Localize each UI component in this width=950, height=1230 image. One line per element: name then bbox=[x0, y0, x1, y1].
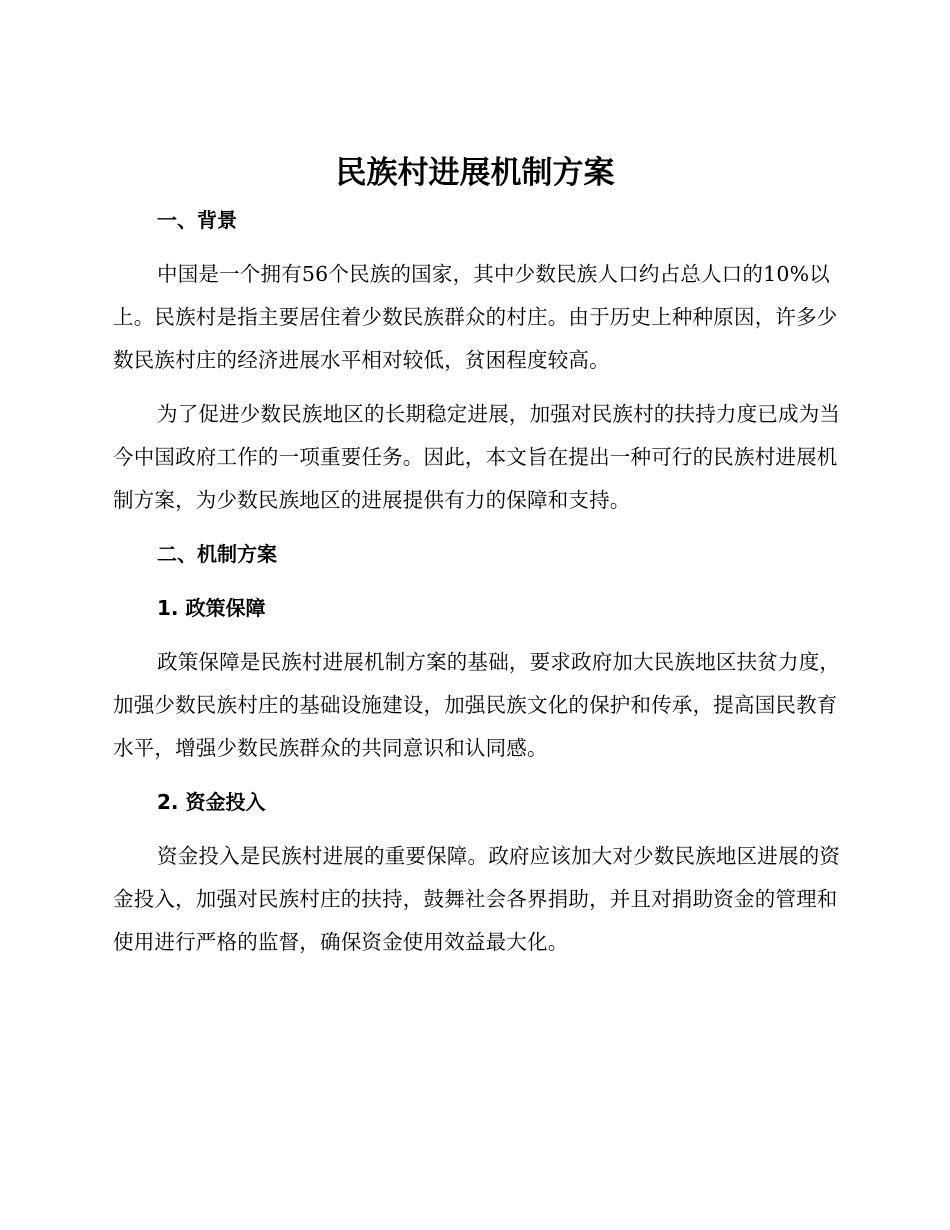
section-heading-mechanism: 二、机制方案 bbox=[157, 542, 277, 566]
funding-paragraph: 资金投入是民族村进展的重要保障。政府应该加大对少数民族地区进展的资金投入，加强对民族村庄的扶持，鼓舞社会各界捐助，并且对捐助资金的管理和使用进行严格的监督，确保资金使用效益最大化。 bbox=[113, 844, 841, 954]
document-title: 民族村进展机制方案 bbox=[335, 155, 615, 191]
background-paragraph-1: 中国是一个拥有56个民族的国家，其中少数民族人口约占总人口的10%以上。民族村是指主要居住着少数民族群众的村庄。由于历史上种种原因，许多少数民族村庄的经济进展水平相对较低，贫困程度较高。 bbox=[113, 262, 838, 372]
subsection-heading-policy: 1. 政策保障 bbox=[157, 596, 266, 620]
background-paragraph-2: 为了促进少数民族地区的长期稳定进展，加强对民族村的扶持力度已成为当今中国政府工作的一项重要任务。因此，本文旨在提出一种可行的民族村进展机制方案，为少数民族地区的进展提供有力的保障和支持。 bbox=[113, 402, 841, 512]
section-heading-background: 一、背景 bbox=[157, 208, 237, 232]
policy-paragraph: 政策保障是民族村进展机制方案的基础，要求政府加大民族地区扶贫力度，加强少数民族村庄的基础设施建设，加强民族文化的保护和传承，提高国民教育水平，增强少数民族群众的共同意识和认同感。 bbox=[113, 650, 841, 760]
subsection-heading-funding: 2. 资金投入 bbox=[157, 790, 266, 814]
